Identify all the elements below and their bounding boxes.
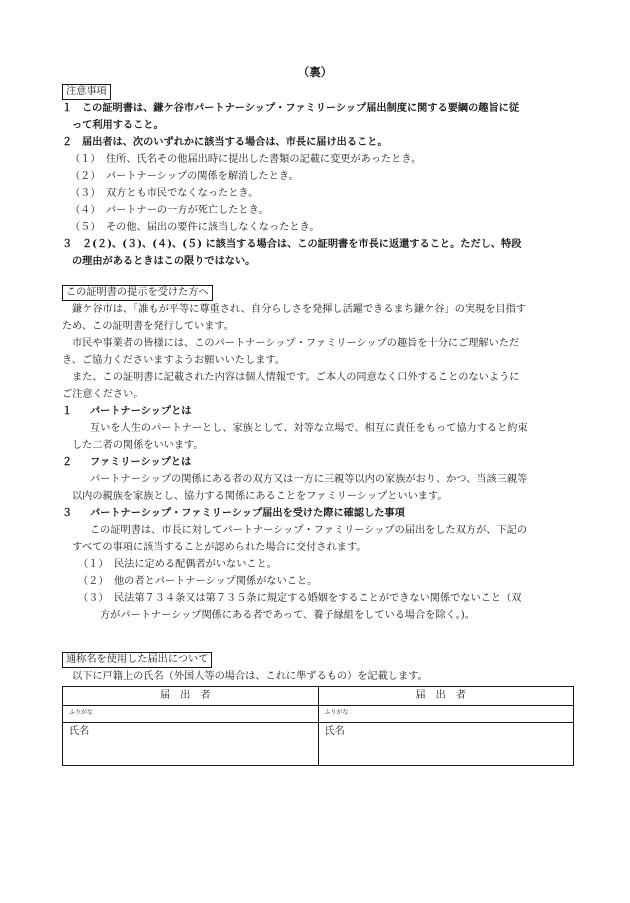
notes-heading: 注意事項	[62, 84, 111, 100]
recipients-p3-line1: また、この証明書に記載された内容は個人情報です。ご本人の同意なく口外することのないように	[72, 372, 520, 383]
registrant-table	[62, 686, 574, 766]
notes-item3-line2: の理由があるときはこの限りではない。	[72, 255, 256, 267]
recipients-s1-title: パートナーシップとは	[90, 405, 192, 417]
recipients-s3-number: ３	[62, 507, 73, 519]
recipients-p1-line2: ため、この証明書を発行しています。	[62, 321, 234, 332]
recipients-s1-number: １	[62, 405, 73, 417]
recipients-s2-title: ファミリーシップとは	[90, 456, 192, 468]
recipients-s1-line1: 互いを人生のパートナーとし、家族として、対等な立場で、相互に責任をもって協力すると約束	[90, 423, 528, 434]
recipients-s2-line2: 以内の親族を家族とし、協力する関係にあることをファミリーシップといいます。	[72, 491, 448, 502]
notes-sub-text: パートナーの一方が死亡したとき。	[106, 205, 269, 216]
recipients-p3-line2: ご注意ください。	[62, 389, 144, 400]
notes-sub-number: （５）	[70, 222, 101, 233]
recipients-heading: この証明書の提示を受けた方へ	[62, 285, 213, 301]
recipients-c1-number: （１）	[78, 559, 109, 570]
recipients-c2-number: （２）	[78, 576, 109, 587]
recipients-s1-line2: した二者の関係をいいます。	[72, 440, 204, 451]
recipients-s3-line1: この証明書は、市長に対してパートナーシップ・ファミリーシップの届出をした双方が、下記の	[90, 525, 528, 536]
alias-heading: 通称名を使用した届出について	[62, 652, 212, 668]
registrant1-name-field[interactable]	[63, 723, 319, 766]
recipients-section	[62, 284, 574, 624]
notes-section	[62, 83, 574, 270]
recipients-s2-number: ２	[62, 456, 73, 468]
alias-note: 以下に戸籍上の氏名（外国人等の場合は、これに準ずるもの）を記載します。	[72, 671, 428, 682]
furigana-label: ふりがな	[69, 709, 94, 716]
name-label: 氏名	[324, 726, 345, 737]
recipients-c3-number: （３）	[78, 593, 109, 604]
registrant2-name-field[interactable]	[318, 723, 574, 766]
notes-item1-line1: この証明書は、鎌ケ谷市パートナーシップ・ファミリーシップ届出制度に関する要綱の趣旨に従	[82, 102, 520, 114]
page-title: （裏）	[297, 65, 333, 79]
alias-section	[62, 651, 574, 685]
furigana-label: ふりがな	[324, 709, 349, 716]
name-label: 氏名	[69, 726, 90, 737]
notes-sub-number: （１）	[70, 154, 101, 165]
notes-sub-text: その他、届出の要件に該当しなくなったとき。	[106, 222, 320, 233]
notes-item3-line1: ２(２)、(３)、(４)、(５) に該当する場合は、この証明書を市長に返還すること。ただし、特段	[82, 238, 522, 250]
notes-item3-number: ３	[62, 238, 73, 250]
notes-sub-text: パートナーシップの関係を解消したとき。	[106, 171, 299, 182]
recipients-c2-text: 他の者とパートナーシップ関係がないこと。	[114, 576, 318, 587]
notes-sub-number: （３）	[70, 188, 101, 199]
recipients-c3-line1: 民法第７３４条又は第７３５条に規定する婚姻をすることができない関係でないこと（双	[114, 593, 522, 604]
recipients-s3-line2: すべての事項に該当することが認められた場合に交付されます。	[72, 542, 367, 553]
notes-sub-text: 住所、氏名その他届出時に提出した書類の記載に変更があったとき。	[106, 154, 422, 165]
notes-sub-text: 双方とも市民でなくなったとき。	[106, 188, 259, 199]
notes-sub-number: （２）	[70, 171, 101, 182]
notes-item2-number: ２	[62, 136, 73, 148]
registrant1-furigana-field[interactable]	[63, 706, 319, 723]
registrant2-header: 届出者	[318, 687, 574, 706]
notes-item1-line2: って利用すること。	[72, 119, 164, 131]
registrant2-furigana-field[interactable]	[318, 706, 574, 723]
recipients-p2-line1: 市民や事業者の皆様には、このパートナーシップ・ファミリーシップの趣旨を十分にご理解いただ	[72, 338, 520, 349]
registrant1-header: 届出者	[63, 687, 319, 706]
recipients-s3-title: パートナーシップ・ファミリーシップ届出を受けた際に確認した事項	[90, 507, 405, 519]
recipients-p2-line2: き、ご協力くださいますようお願いいたします。	[62, 355, 285, 366]
recipients-c1-text: 民法に定める配偶者がいないこと。	[114, 559, 277, 570]
notes-sub-number: （４）	[70, 205, 101, 216]
notes-item2-text: 届出者は、次のいずれかに該当する場合は、市長に届け出ること。	[82, 136, 388, 148]
recipients-c3-line2: 方がパートナーシップ関係にある者であって、養子縁組をしている場合を除く。)。	[100, 610, 475, 621]
recipients-p1-line1: 鎌ケ谷市は、「誰もが平等に尊重され、自分らしさを発揮し活躍できるまち鎌ケ谷」の実現を目指す	[72, 304, 526, 315]
recipients-s2-line1: パートナーシップの関係にある者の双方又は一方に三親等以内の家族がおり、かつ、当該三親等	[90, 474, 528, 485]
notes-item1-number: １	[62, 102, 73, 114]
